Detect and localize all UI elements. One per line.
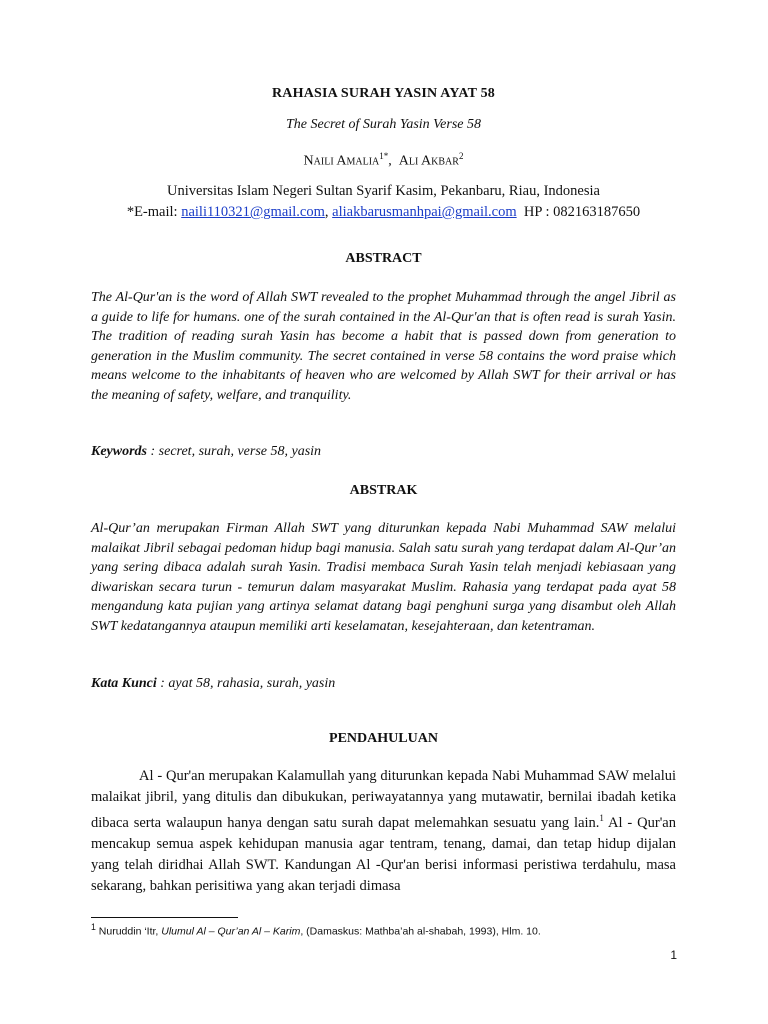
abstract-text: The Al-Qur'an is the word of Allah SWT revealed to the prophet Muhammad through the angel Jibril as a guide to life for humans. one of the surah contained in the Al-Qur'an that is often read is surah Yasin. The tradition of reading surah Yasin has become a habit that is passed down from generation to generation in the Muslim community. The secret contained in verse 58 contains the word praise which means welcome to the inhabitants of heaven who are welcomed by Allah SWT for their arrival or has the meaning of safety, welfare, and tranquility.: [91, 290, 676, 403]
page-number: 1: [670, 948, 677, 962]
keywords-line: [91, 444, 676, 460]
abstract-heading: ABSTRACT: [345, 251, 422, 266]
abstrak-text: Al-Qur’an merupakan Firman Allah SWT yang diturunkan kepada Nabi Muhammad SAW melalui malaikat Jibril sebagai pedoman hidup bagi manusia. Salah satu surah yang terdapat dalam Al-Qur’an yang sering dibaca adalah surah Yasin. Tradisi membaca Surah Yasin telah menjadi kebiasaan yang diwariskan secara turun - temurun dalam masyarakat Muslim. Rahasia yang terdapat pada ayat 58 mengandung kata pujian yang artinya selamat datang bagi penghuni surga yang disambut oleh Allah SWT kedatangannya ataupun memiliki arti keselamatan, kesejahteraan, dan ketentraman.: [91, 521, 676, 634]
footnote-divider: [91, 917, 238, 918]
keywords-values: : secret, surah, verse 58, yasin: [147, 444, 322, 459]
footnote-reference[interactable]: 1: [599, 813, 604, 823]
kata-kunci-line: [91, 676, 676, 692]
email-link-1[interactable]: naili110321@gmail.com: [181, 204, 325, 220]
kata-kunci-label: Kata Kunci: [91, 676, 157, 691]
footnote-details: , (Damaskus: Mathba’ah al-shabah, 1993), Hlm. 10.: [300, 925, 541, 938]
author-name-1: Naili Amalia: [303, 153, 380, 169]
paper-title: RAHASIA SURAH YASIN AYAT 58: [272, 86, 495, 101]
keywords-label: Keywords: [91, 444, 147, 459]
pendahuluan-heading: PENDAHULUAN: [329, 731, 438, 746]
author-sup-1: 1*: [379, 151, 389, 161]
pendahuluan-paragraph: [91, 766, 676, 897]
footnote-number: 1: [91, 922, 96, 932]
pendahuluan-text-2: Al - Qur'an mencakup semua aspek kehidupan manusia agar tentram, tenang, damai, dan tetap hidup dijalan yang telah diridhai Allah SWT. Kandungan Al -Qur'an berisi informasi peristiwa terdahulu, masa sekarang, bahkan perisitiwa yang akan terjadi dimasa: [91, 814, 676, 894]
footnote-author: Nuruddin ‘Itr,: [95, 925, 162, 938]
author-separator: ,: [388, 153, 392, 169]
author-sup-2: 2: [458, 151, 464, 161]
email-link-2[interactable]: aliakbarusmanhpai@gmail.com: [332, 204, 517, 220]
author-name-2: Ali Akbar: [398, 153, 459, 169]
footnote-book-title: Ulumul Al – Qur’an Al – Karim: [161, 925, 301, 938]
pendahuluan-text-1: Al - Qur'an merupakan Kalamullah yang diturunkan kepada Nabi Muhammad SAW melalui malaikat jibril, yang ditulis dan dibukukan, periwayatannya yang mutawatir, bernilai ibadah ketika dibaca serta walaupun hanya dengan satu surah dapat melemahkan sesuatu yang lain.: [91, 768, 676, 831]
paper-subtitle: The Secret of Surah Yasin Verse 58: [286, 117, 481, 132]
email-comma: ,: [324, 204, 329, 220]
contact-line: [91, 204, 676, 221]
affiliation: Universitas Islam Negeri Sultan Syarif Kasim, Pekanbaru, Riau, Indonesia: [167, 183, 600, 199]
document-page: [91, 0, 676, 1024]
author-line: [91, 151, 676, 170]
footnote: [91, 922, 676, 938]
email-label: *E-mail:: [126, 204, 178, 220]
phone-number: HP : 082163187650: [523, 204, 641, 220]
kata-kunci-values: : ayat 58, rahasia, surah, yasin: [156, 676, 336, 691]
abstrak-heading: ABSTRAK: [349, 483, 418, 498]
